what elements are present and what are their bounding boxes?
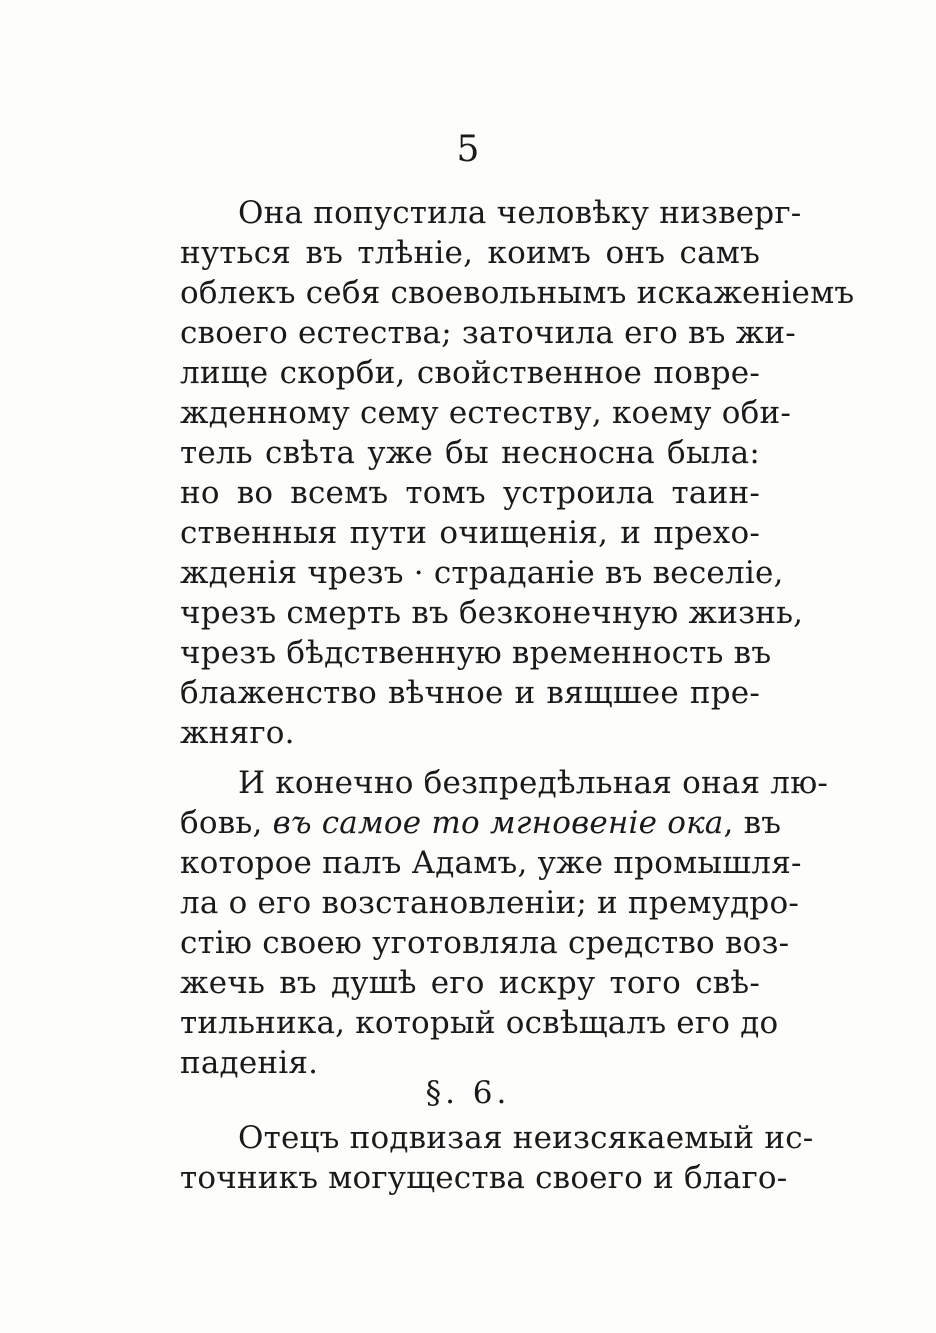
text-line: облекъ себя своевольнымъ искаженіемъ — [180, 275, 855, 311]
text-line: Отецъ подвизая неизсякаемый ис- — [238, 1120, 814, 1156]
text-segment: , въ — [723, 805, 782, 841]
text-line: жняго. — [180, 715, 295, 751]
text-line-with-italic — [180, 803, 782, 843]
italic-phrase: въ самое то мгновеніе ока — [272, 805, 724, 841]
text-line: чрезъ бѣдственную временность въ — [180, 635, 772, 671]
text-line: тильника, который освѣщалъ его до — [180, 1005, 779, 1041]
text-segment: бовь, — [180, 805, 273, 841]
text-line: точникъ могущества своего и благо- — [180, 1160, 788, 1196]
text-line: И конечно безпредѣльная оная лю- — [238, 765, 829, 801]
text-line: жденному сему естеству, коему оби- — [180, 395, 792, 431]
text-line: чрезъ смерть въ безконечную жизнь, — [180, 595, 804, 631]
paragraph-3 — [180, 1118, 814, 1198]
text-line: стію своею уготовляла средство воз- — [180, 925, 790, 961]
text-line: жденія чрезъ · страданіе въ веселіе, — [180, 555, 784, 591]
text-line: своего естества; заточила его въ жи- — [180, 315, 796, 351]
section-heading: §. 6. — [425, 1075, 511, 1111]
text-line: ственныя пути очищенія, и прехо- — [180, 515, 760, 551]
text-line: нуться въ тлѣніе, коимъ онъ самъ — [180, 235, 760, 271]
text-line: которое палъ Адамъ, уже промышля- — [180, 845, 802, 881]
text-line: паденія. — [180, 1045, 319, 1081]
text-line: лище скорби, свойственное повре- — [180, 355, 760, 391]
text-line: блаженство вѣчное и вящшее пре- — [180, 675, 760, 711]
paragraph-1 — [180, 193, 855, 753]
text-line: тель свѣта уже бы несносна была: — [180, 435, 760, 471]
text-line: жечь въ душѣ его искру того свѣ- — [180, 965, 760, 1001]
paragraph-2 — [180, 763, 829, 1083]
text-line: Она попустила человѣку низверг- — [238, 195, 802, 231]
text-line: но во всемъ томъ устроила таин- — [180, 475, 760, 511]
text-line: ла о его возстановленіи; и премудро- — [180, 885, 800, 921]
page-number: 5 — [456, 129, 480, 170]
